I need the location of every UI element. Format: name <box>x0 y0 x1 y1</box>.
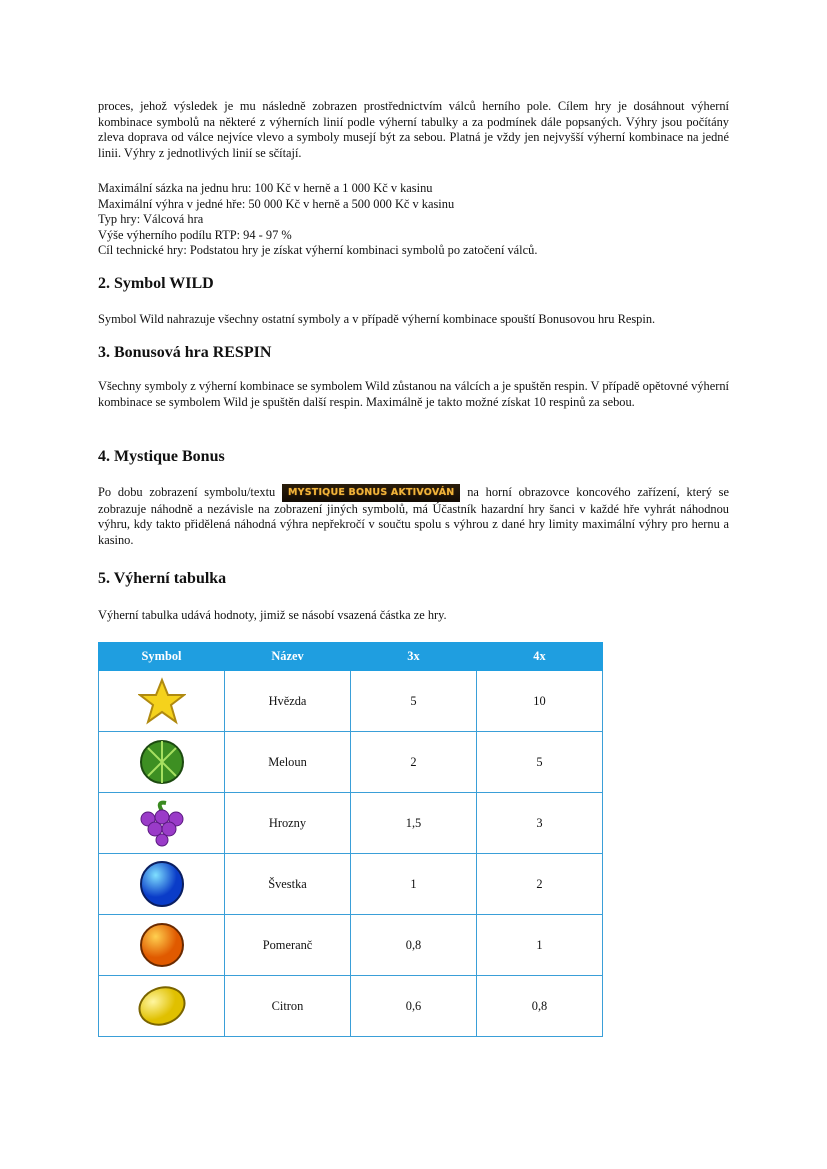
cell-4x: 1 <box>477 915 603 976</box>
table-row <box>99 671 603 732</box>
intro-paragraph: proces, jehož výsledek je mu následně zobrazen prostřednictvím válců herního pole. Cílem hry je dosáhnout výherní kombinace symbolů na některé z výherních linií podle výherní tabulky a za podmínek dále popsaných. Výhry jsou počítány zleva doprava od válce nejvíce vlevo a symboly musejí být za sebou. Platná je vždy jen nejvyšší výherní kombinace na jedné linii. Výhry z jednotlivých linií se sčítají. <box>98 99 729 160</box>
fact-goal: Cíl technické hry: Podstatou hry je získat výherní kombinaci symbolů po zatočení válců. <box>98 243 538 258</box>
mystique-text-after: na horní obrazovce koncového zařízení, který se zobrazuje náhodně a nezávisle na zobrazení jiných symbolů, má Účastník hazardní hry šanci v každé hře vyhrát náhodnou výhru, kdy takto přidělená náhodná výhra nepřekročí v součtu spolu s výhrou z dané hry limity maximální výhry pro hernu a kasino. <box>98 485 729 547</box>
orange-icon <box>138 921 186 969</box>
col-3x: 3x <box>351 643 477 671</box>
heading-paytable: 5. Výherní tabulka <box>98 570 227 587</box>
cell-3x: 2 <box>351 732 477 793</box>
plum-icon <box>138 860 186 908</box>
heading-wild: 2. Symbol WILD <box>98 275 214 292</box>
fact-max-win: Maximální výhra v jedné hře: 50 000 Kč v herně a 500 000 Kč v kasinu <box>98 196 455 211</box>
grapes-icon <box>136 799 188 847</box>
cell-4x: 5 <box>477 732 603 793</box>
cell-3x: 0,6 <box>351 976 477 1037</box>
table-row <box>99 976 603 1037</box>
col-name: Název <box>225 643 351 671</box>
cell-4x: 0,8 <box>477 976 603 1037</box>
cell-name: Hvězda <box>225 671 351 732</box>
melon-icon <box>138 738 186 786</box>
mystique-text-before: Po dobu zobrazení symbolu/textu <box>98 485 276 499</box>
cell-name: Pomeranč <box>225 915 351 976</box>
cell-3x: 1,5 <box>351 793 477 854</box>
cell-name: Meloun <box>225 732 351 793</box>
cell-3x: 1 <box>351 854 477 915</box>
table-row <box>99 793 603 854</box>
heading-mystique: 4. Mystique Bonus <box>98 448 225 465</box>
fact-max-bet: Maximální sázka na jednu hru: 100 Kč v herně a 1 000 Kč v kasinu <box>98 181 433 195</box>
table-row <box>99 854 603 915</box>
cell-4x: 3 <box>477 793 603 854</box>
star-icon <box>138 677 186 725</box>
wild-text: Symbol Wild nahrazuje všechny ostatní symboly a v případě výherní kombinace spouští Bonusovou hru Respin. <box>98 312 656 326</box>
fact-game-type: Typ hry: Válcová hra <box>98 212 204 227</box>
heading-respin: 3. Bonusová hra RESPIN <box>98 344 272 361</box>
cell-name: Švestka <box>225 854 351 915</box>
mystique-bonus-badge: MYSTIQUE BONUS AKTIVOVÁN <box>282 484 460 502</box>
paytable <box>98 642 603 1037</box>
cell-4x: 10 <box>477 671 603 732</box>
col-4x: 4x <box>477 643 603 671</box>
table-row <box>99 732 603 793</box>
cell-3x: 5 <box>351 671 477 732</box>
cell-name: Citron <box>225 976 351 1037</box>
lemon-icon <box>136 984 188 1028</box>
cell-3x: 0,8 <box>351 915 477 976</box>
col-symbol: Symbol <box>99 643 225 671</box>
paytable-header <box>99 643 603 671</box>
fact-rtp: Výše výherního podílu RTP: 94 - 97 % <box>98 227 292 242</box>
respin-text: Všechny symboly z výherní kombinace se symbolem Wild zůstanou na válcích a je spuštěn respin. V případě opětovné výherní kombinace se symbolem Wild je spuštěn další respin. Maximálně je takto možné získat 10 respinů za sebou. <box>98 379 729 409</box>
cell-name: Hrozny <box>225 793 351 854</box>
paytable-text: Výherní tabulka udává hodnoty, jimiž se násobí vsazená částka ze hry. <box>98 608 447 622</box>
table-row <box>99 915 603 976</box>
game-facts <box>98 181 729 259</box>
cell-4x: 2 <box>477 854 603 915</box>
mystique-text <box>98 484 729 548</box>
